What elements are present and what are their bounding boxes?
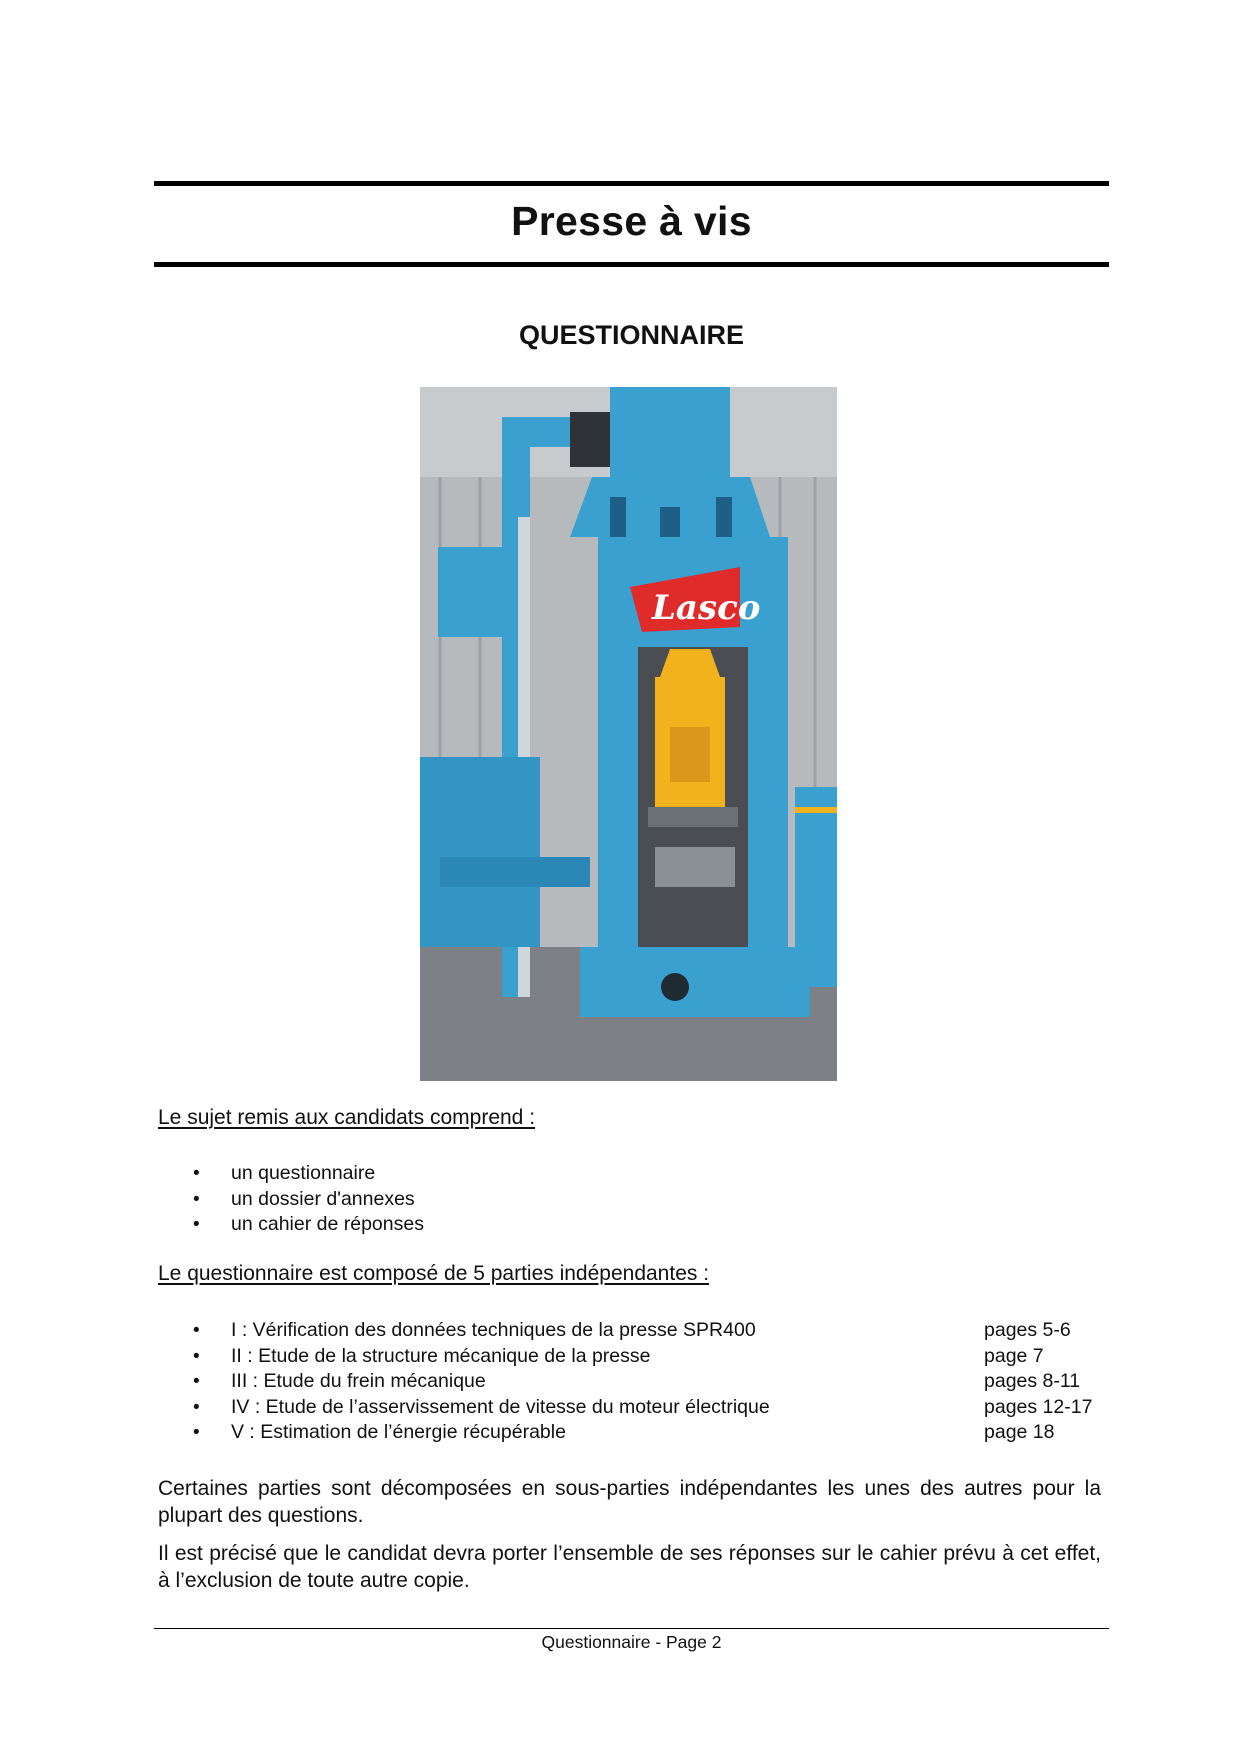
page-footer: Questionnaire - Page 2 [541, 1632, 722, 1652]
part-label: II : Etude de la structure mécanique de la presse [231, 1344, 651, 1367]
part-label: III : Etude du frein mécanique [231, 1370, 486, 1392]
subject-contents-list [158, 1161, 1098, 1238]
list-item [158, 1369, 1098, 1395]
list-item: • un questionnaire [158, 1161, 1098, 1187]
paragraph-instructions: Il est précisé que le candidat devra porter l’ensemble de ses réponses sur le cahier prévu à cet effet, à l’exclusion de toute autre copie. [158, 1542, 1101, 1592]
press-photo [420, 387, 837, 1081]
lasco-logo: Lasco [652, 588, 761, 628]
paragraph-subparts: Certaines parties sont décomposées en sous-parties indépendantes les unes des autres pour la plupart des questions. [158, 1477, 1101, 1527]
list-item [158, 1318, 1098, 1344]
part-label: IV : Etude de l’asservissement de vitesse du moteur électrique [231, 1395, 770, 1418]
part-pages: page 18 [984, 1421, 1055, 1443]
list-item: • un cahier de réponses [158, 1212, 1098, 1238]
list-item: • un dossier d'annexes [158, 1187, 1098, 1213]
list-item [158, 1395, 1098, 1421]
page-title: Presse à vis [511, 198, 752, 244]
part-pages: page 7 [984, 1344, 1044, 1367]
part-pages: pages 8-11 [984, 1370, 1081, 1392]
part-pages: pages 12-17 [984, 1395, 1093, 1418]
title-top-rule [154, 181, 1109, 186]
parts-list [158, 1318, 1098, 1446]
part-pages: pages 5-6 [984, 1319, 1071, 1341]
footer-rule [154, 1628, 1109, 1629]
page-subtitle: QUESTIONNAIRE [518, 320, 745, 350]
title-bottom-rule [154, 262, 1109, 267]
list-item [158, 1420, 1098, 1446]
part-label: V : Estimation de l’énergie récupérable [231, 1421, 566, 1443]
section-heading-parts: Le questionnaire est composé de 5 parties indépendantes : [158, 1262, 710, 1285]
part-label: I : Vérification des données techniques de la presse SPR400 [231, 1319, 756, 1341]
section-heading-subject: Le sujet remis aux candidats comprend : [158, 1106, 536, 1129]
list-item [158, 1344, 1098, 1370]
